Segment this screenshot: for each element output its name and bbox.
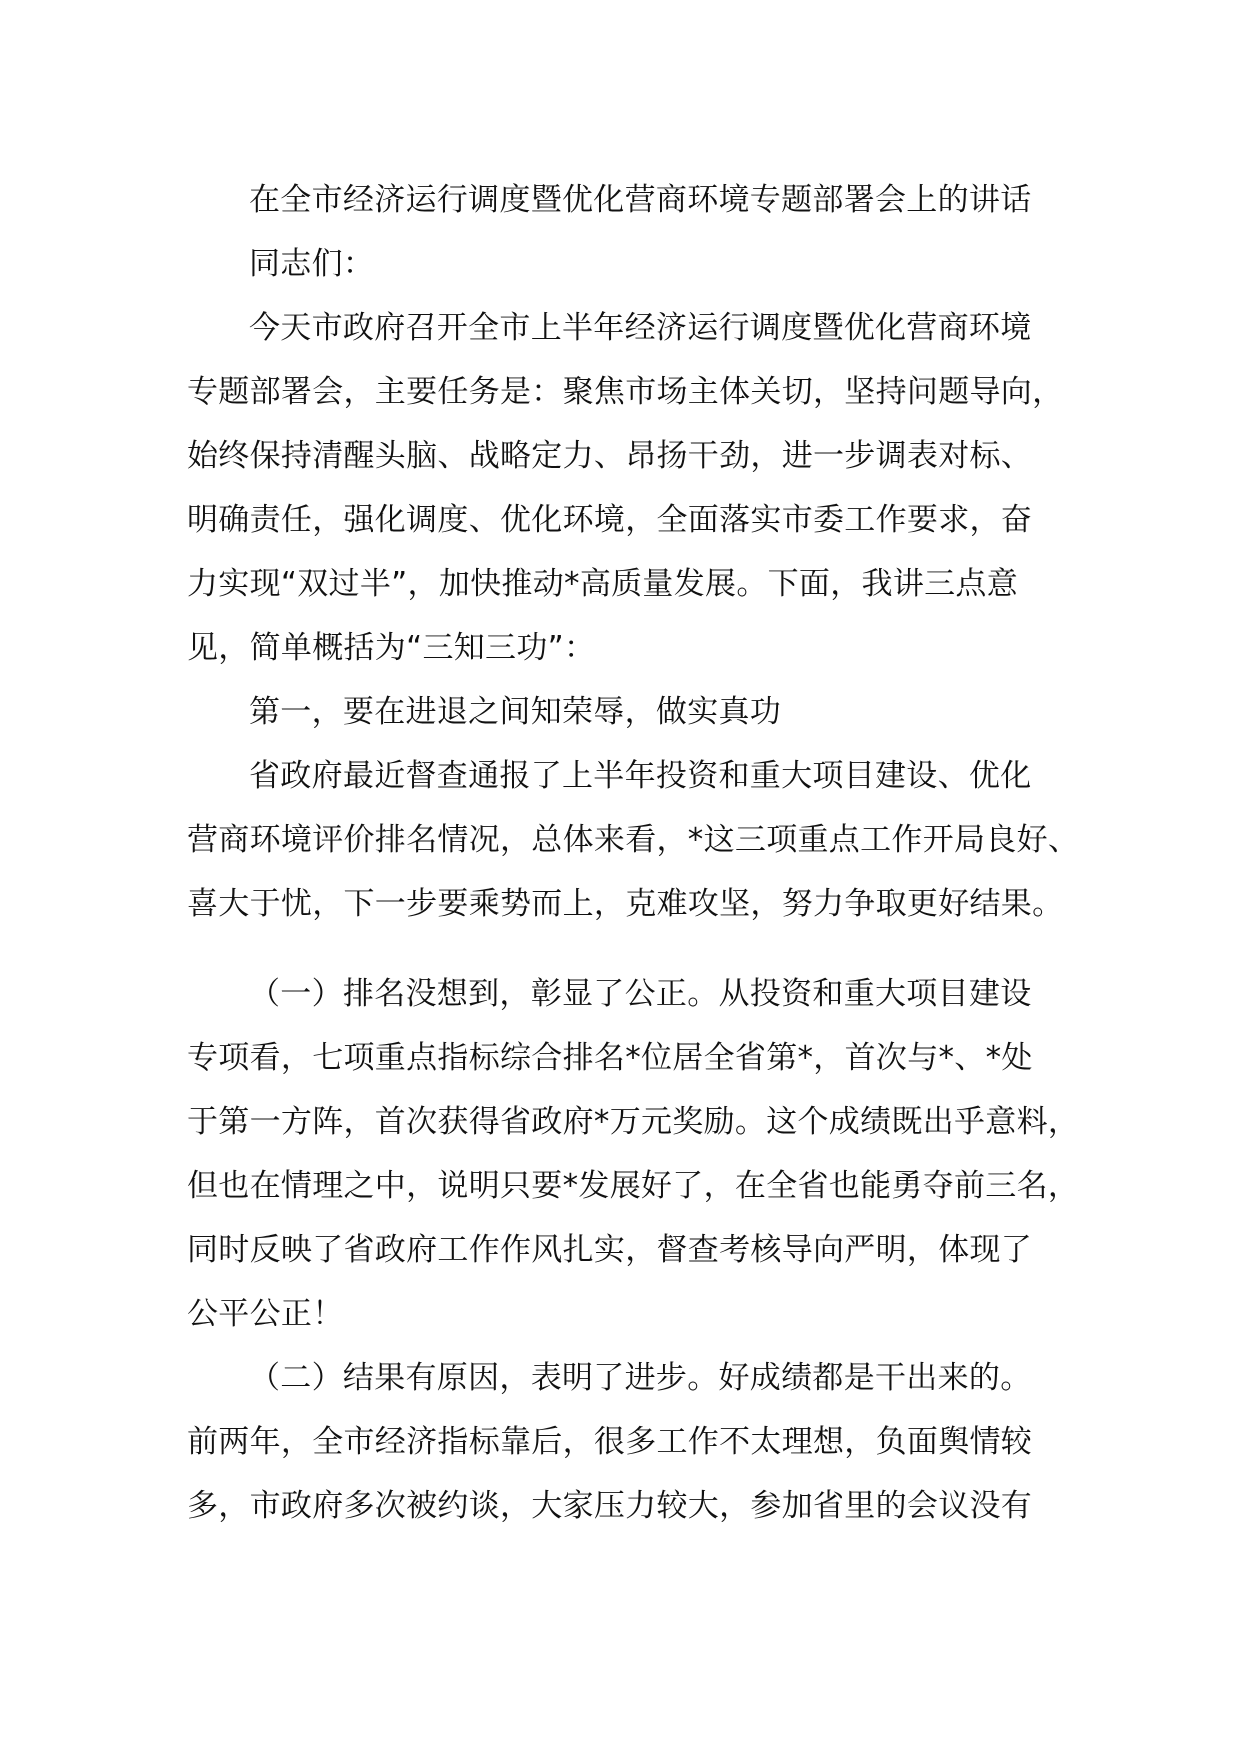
paragraph-line: 明确责任，强化调度、优化环境，全面落实市委工作要求，奋: [187, 502, 1033, 538]
document-title: 在全市经济运行调度暨优化营商环境专题部署会上的讲话: [249, 182, 1032, 218]
intro-paragraph: [187, 296, 1087, 680]
paragraph-line: 见，简单概括为“三知三功”：: [187, 630, 596, 666]
point-two-paragraph: [187, 1346, 1087, 1538]
paragraph-line: 但也在情理之中，说明只要*发展好了，在全省也能勇夺前三名，: [187, 1168, 1080, 1204]
greeting: 同志们：: [249, 246, 375, 282]
paragraph-line: 同时反映了省政府工作作风扎实，督查考核导向严明，体现了: [187, 1232, 1033, 1268]
section-heading: 第一，要在进退之间知荣辱，做实真功: [249, 694, 782, 730]
paragraph-line: 始终保持清醒头脑、战略定力、昂扬干劲，进一步调表对标、: [187, 438, 1033, 474]
paragraph-line: 多，市政府多次被约谈，大家压力较大，参加省里的会议没有: [187, 1488, 1033, 1524]
paragraph-line: （一）排名没想到，彰显了公正。从投资和重大项目建设: [249, 976, 1032, 1012]
paragraph-line: 省政府最近督查通报了上半年投资和重大项目建设、优化: [249, 758, 1032, 794]
document-body: [187, 168, 1087, 1538]
section-paragraph: [187, 744, 1087, 936]
paragraph-line: 专题部署会，主要任务是：聚焦市场主体关切，坚持问题导向，: [187, 374, 1064, 410]
paragraph-line: 营商环境评价排名情况，总体来看，*这三项重点工作开局良好、: [187, 822, 1080, 858]
paragraph-line: 公平公正！: [187, 1296, 344, 1332]
paragraph-line: 喜大于忧，下一步要乘势而上，克难攻坚，努力争取更好结果。: [187, 886, 1064, 922]
paragraph-line: 前两年，全市经济指标靠后，很多工作不太理想，负面舆情较: [187, 1424, 1033, 1460]
paragraph-line: 力实现“双过半”，加快推动*高质量发展。下面，我讲三点意: [187, 566, 1019, 602]
paragraph-line: 专项看，七项重点指标综合排名*位居全省第*，首次与*、*处: [187, 1040, 1033, 1076]
paragraph-line: 今天市政府召开全市上半年经济运行调度暨优化营商环境: [249, 310, 1032, 346]
point-one-paragraph: [187, 962, 1087, 1346]
paragraph-line: （二）结果有原因，表明了进步。好成绩都是干出来的。: [249, 1360, 1032, 1396]
paragraph-line: 于第一方阵，首次获得省政府*万元奖励。这个成绩既出乎意料，: [187, 1104, 1080, 1140]
